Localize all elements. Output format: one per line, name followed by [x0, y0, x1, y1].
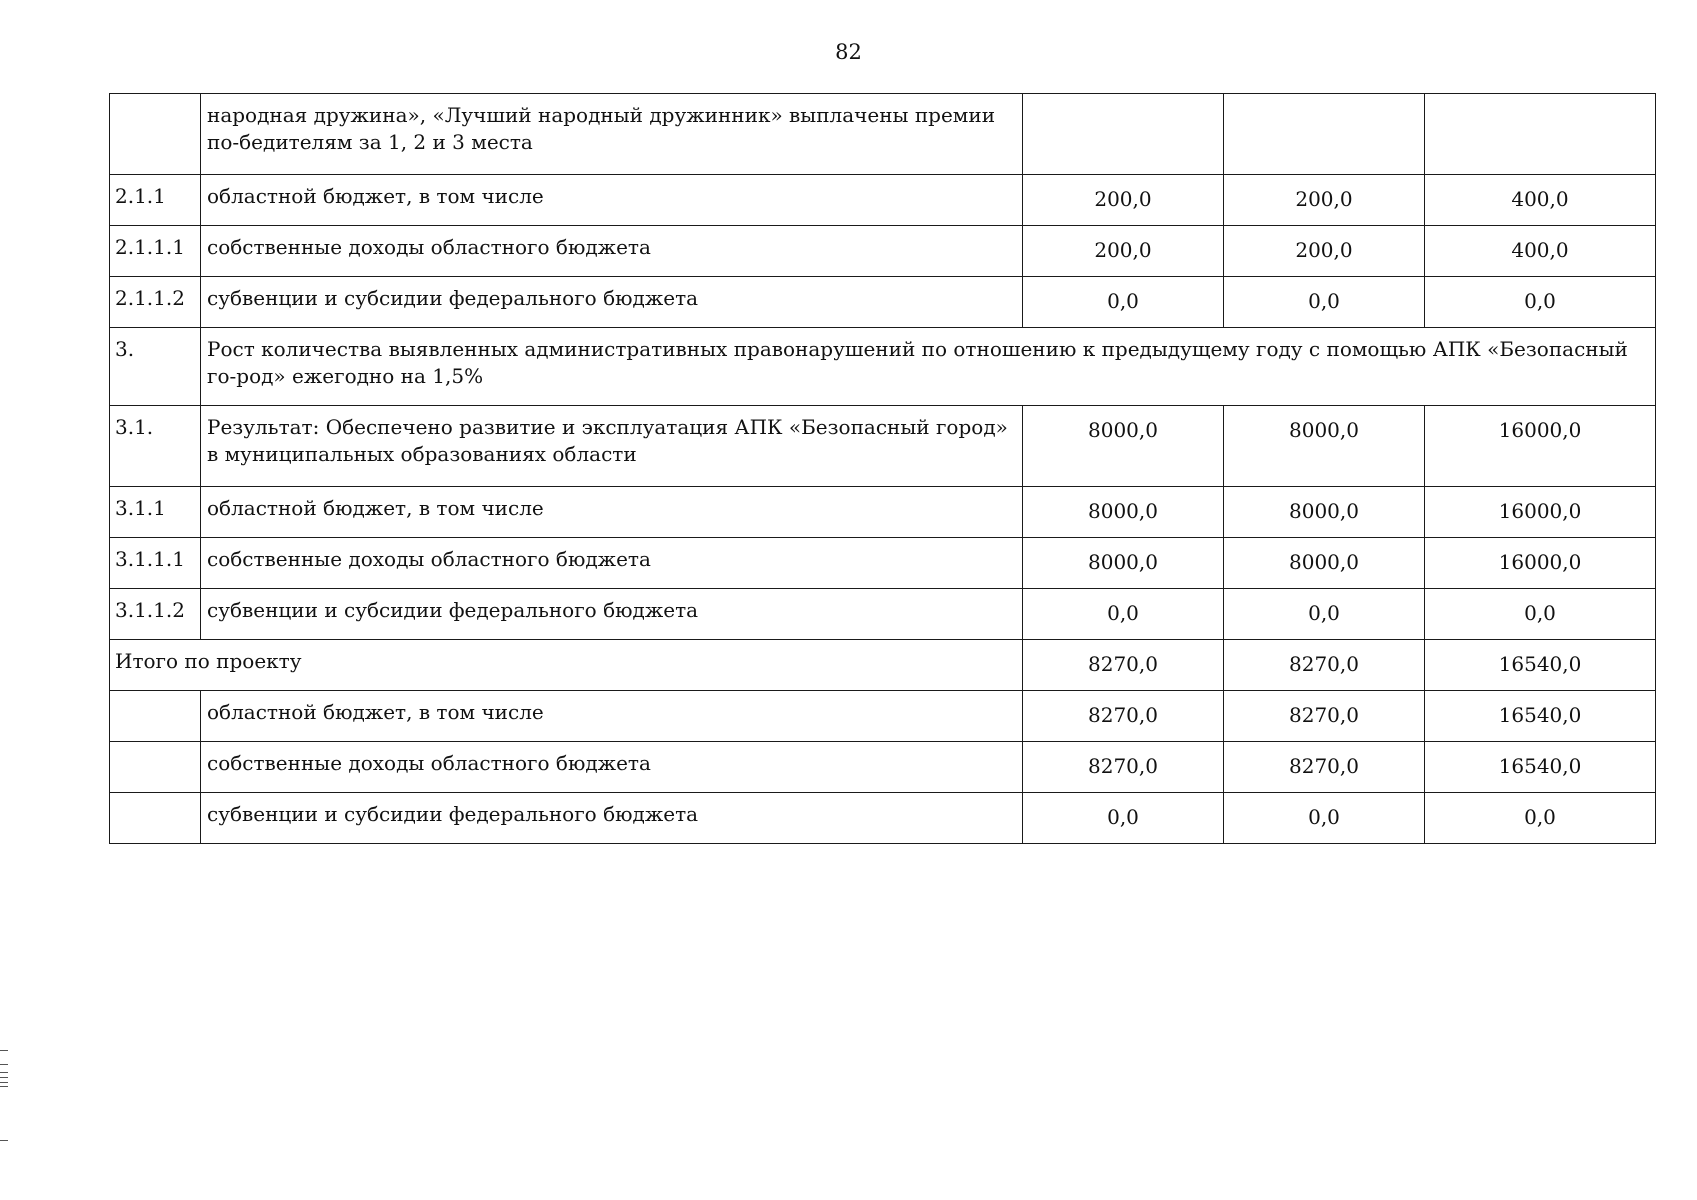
row-code-cell: 2.1.1 — [110, 175, 201, 226]
page-number: 82 — [835, 40, 862, 64]
value-cell-1: 8000,0 — [1023, 538, 1224, 589]
value-cell-1: 8270,0 — [1023, 742, 1224, 793]
row-text-cell: субвенции и субсидии федерального бюджета — [201, 589, 1023, 640]
value-cell-3: 16000,0 — [1425, 487, 1656, 538]
row-text-cell: народная дружина», «Лучший народный дружинник» выплачены премии по-бедителям за 1, 2 и 3 места — [201, 94, 1023, 175]
row-text-cell: субвенции и субсидии федерального бюджета — [201, 793, 1023, 844]
value-cell-2: 8000,0 — [1224, 406, 1425, 487]
row-text-cell: собственные доходы областного бюджета — [201, 538, 1023, 589]
section-goal-text: Рост количества выявленных административных правонарушений по отношению к предыдущему году с помощью АПК «Безопасный го-род» ежегодно на 1,5% — [201, 328, 1656, 406]
value-cell-2: 8000,0 — [1224, 538, 1425, 589]
value-cell-1: 200,0 — [1023, 226, 1224, 277]
table-row — [110, 538, 1656, 589]
value-cell-1: 0,0 — [1023, 589, 1224, 640]
table-row-section — [110, 328, 1656, 406]
value-cell-3: 16540,0 — [1425, 742, 1656, 793]
value-cell-3: 400,0 — [1425, 175, 1656, 226]
value-cell-2: 8000,0 — [1224, 487, 1425, 538]
value-cell-3: 16540,0 — [1425, 691, 1656, 742]
value-cell-3: 16000,0 — [1425, 538, 1656, 589]
value-cell-3 — [1425, 94, 1656, 175]
row-code-cell — [110, 793, 201, 844]
value-cell-1: 8000,0 — [1023, 406, 1224, 487]
row-code-cell — [110, 742, 201, 793]
value-cell-1: 8000,0 — [1023, 487, 1224, 538]
table-row — [110, 793, 1656, 844]
value-cell-2: 0,0 — [1224, 793, 1425, 844]
table-row — [110, 589, 1656, 640]
total-label: Итого по проекту — [110, 640, 1023, 691]
value-cell-2 — [1224, 94, 1425, 175]
table-row-total — [110, 640, 1656, 691]
row-code-cell: 2.1.1.2 — [110, 277, 201, 328]
value-cell-2: 0,0 — [1224, 277, 1425, 328]
value-cell-3: 0,0 — [1425, 793, 1656, 844]
table-row — [110, 691, 1656, 742]
row-code-cell: 3.1.1.1 — [110, 538, 201, 589]
value-cell-2: 8270,0 — [1224, 640, 1425, 691]
value-cell-2: 200,0 — [1224, 175, 1425, 226]
row-code-cell — [110, 691, 201, 742]
row-code-cell: 2.1.1.1 — [110, 226, 201, 277]
value-cell-2: 200,0 — [1224, 226, 1425, 277]
value-cell-3: 16000,0 — [1425, 406, 1656, 487]
row-code-cell: 3.1. — [110, 406, 201, 487]
row-code-cell: 3. — [110, 328, 201, 406]
table-row — [110, 487, 1656, 538]
value-cell-1: 8270,0 — [1023, 640, 1224, 691]
row-text-cell: субвенции и субсидии федерального бюджета — [201, 277, 1023, 328]
row-code-cell: 3.1.1 — [110, 487, 201, 538]
row-code-cell — [110, 94, 201, 175]
value-cell-3: 0,0 — [1425, 589, 1656, 640]
table-row — [110, 94, 1656, 175]
row-text-cell: собственные доходы областного бюджета — [201, 742, 1023, 793]
table-row — [110, 742, 1656, 793]
value-cell-1: 0,0 — [1023, 793, 1224, 844]
value-cell-2: 8270,0 — [1224, 691, 1425, 742]
row-text-cell: областной бюджет, в том числе — [201, 175, 1023, 226]
row-text-cell: областной бюджет, в том числе — [201, 487, 1023, 538]
value-cell-1 — [1023, 94, 1224, 175]
table-row — [110, 175, 1656, 226]
row-text-cell: Результат: Обеспечено развитие и эксплуатация АПК «Безопасный город» в муниципальных образованиях области — [201, 406, 1023, 487]
value-cell-1: 0,0 — [1023, 277, 1224, 328]
table-row — [110, 226, 1656, 277]
value-cell-2: 8270,0 — [1224, 742, 1425, 793]
value-cell-3: 400,0 — [1425, 226, 1656, 277]
row-text-cell: областной бюджет, в том числе — [201, 691, 1023, 742]
scan-margin-marks — [0, 1050, 10, 1150]
value-cell-2: 0,0 — [1224, 589, 1425, 640]
row-code-cell: 3.1.1.2 — [110, 589, 201, 640]
value-cell-1: 200,0 — [1023, 175, 1224, 226]
table-row — [110, 277, 1656, 328]
value-cell-1: 8270,0 — [1023, 691, 1224, 742]
value-cell-3: 16540,0 — [1425, 640, 1656, 691]
value-cell-3: 0,0 — [1425, 277, 1656, 328]
row-text-cell: собственные доходы областного бюджета — [201, 226, 1023, 277]
budget-table — [109, 93, 1656, 844]
table-row — [110, 406, 1656, 487]
